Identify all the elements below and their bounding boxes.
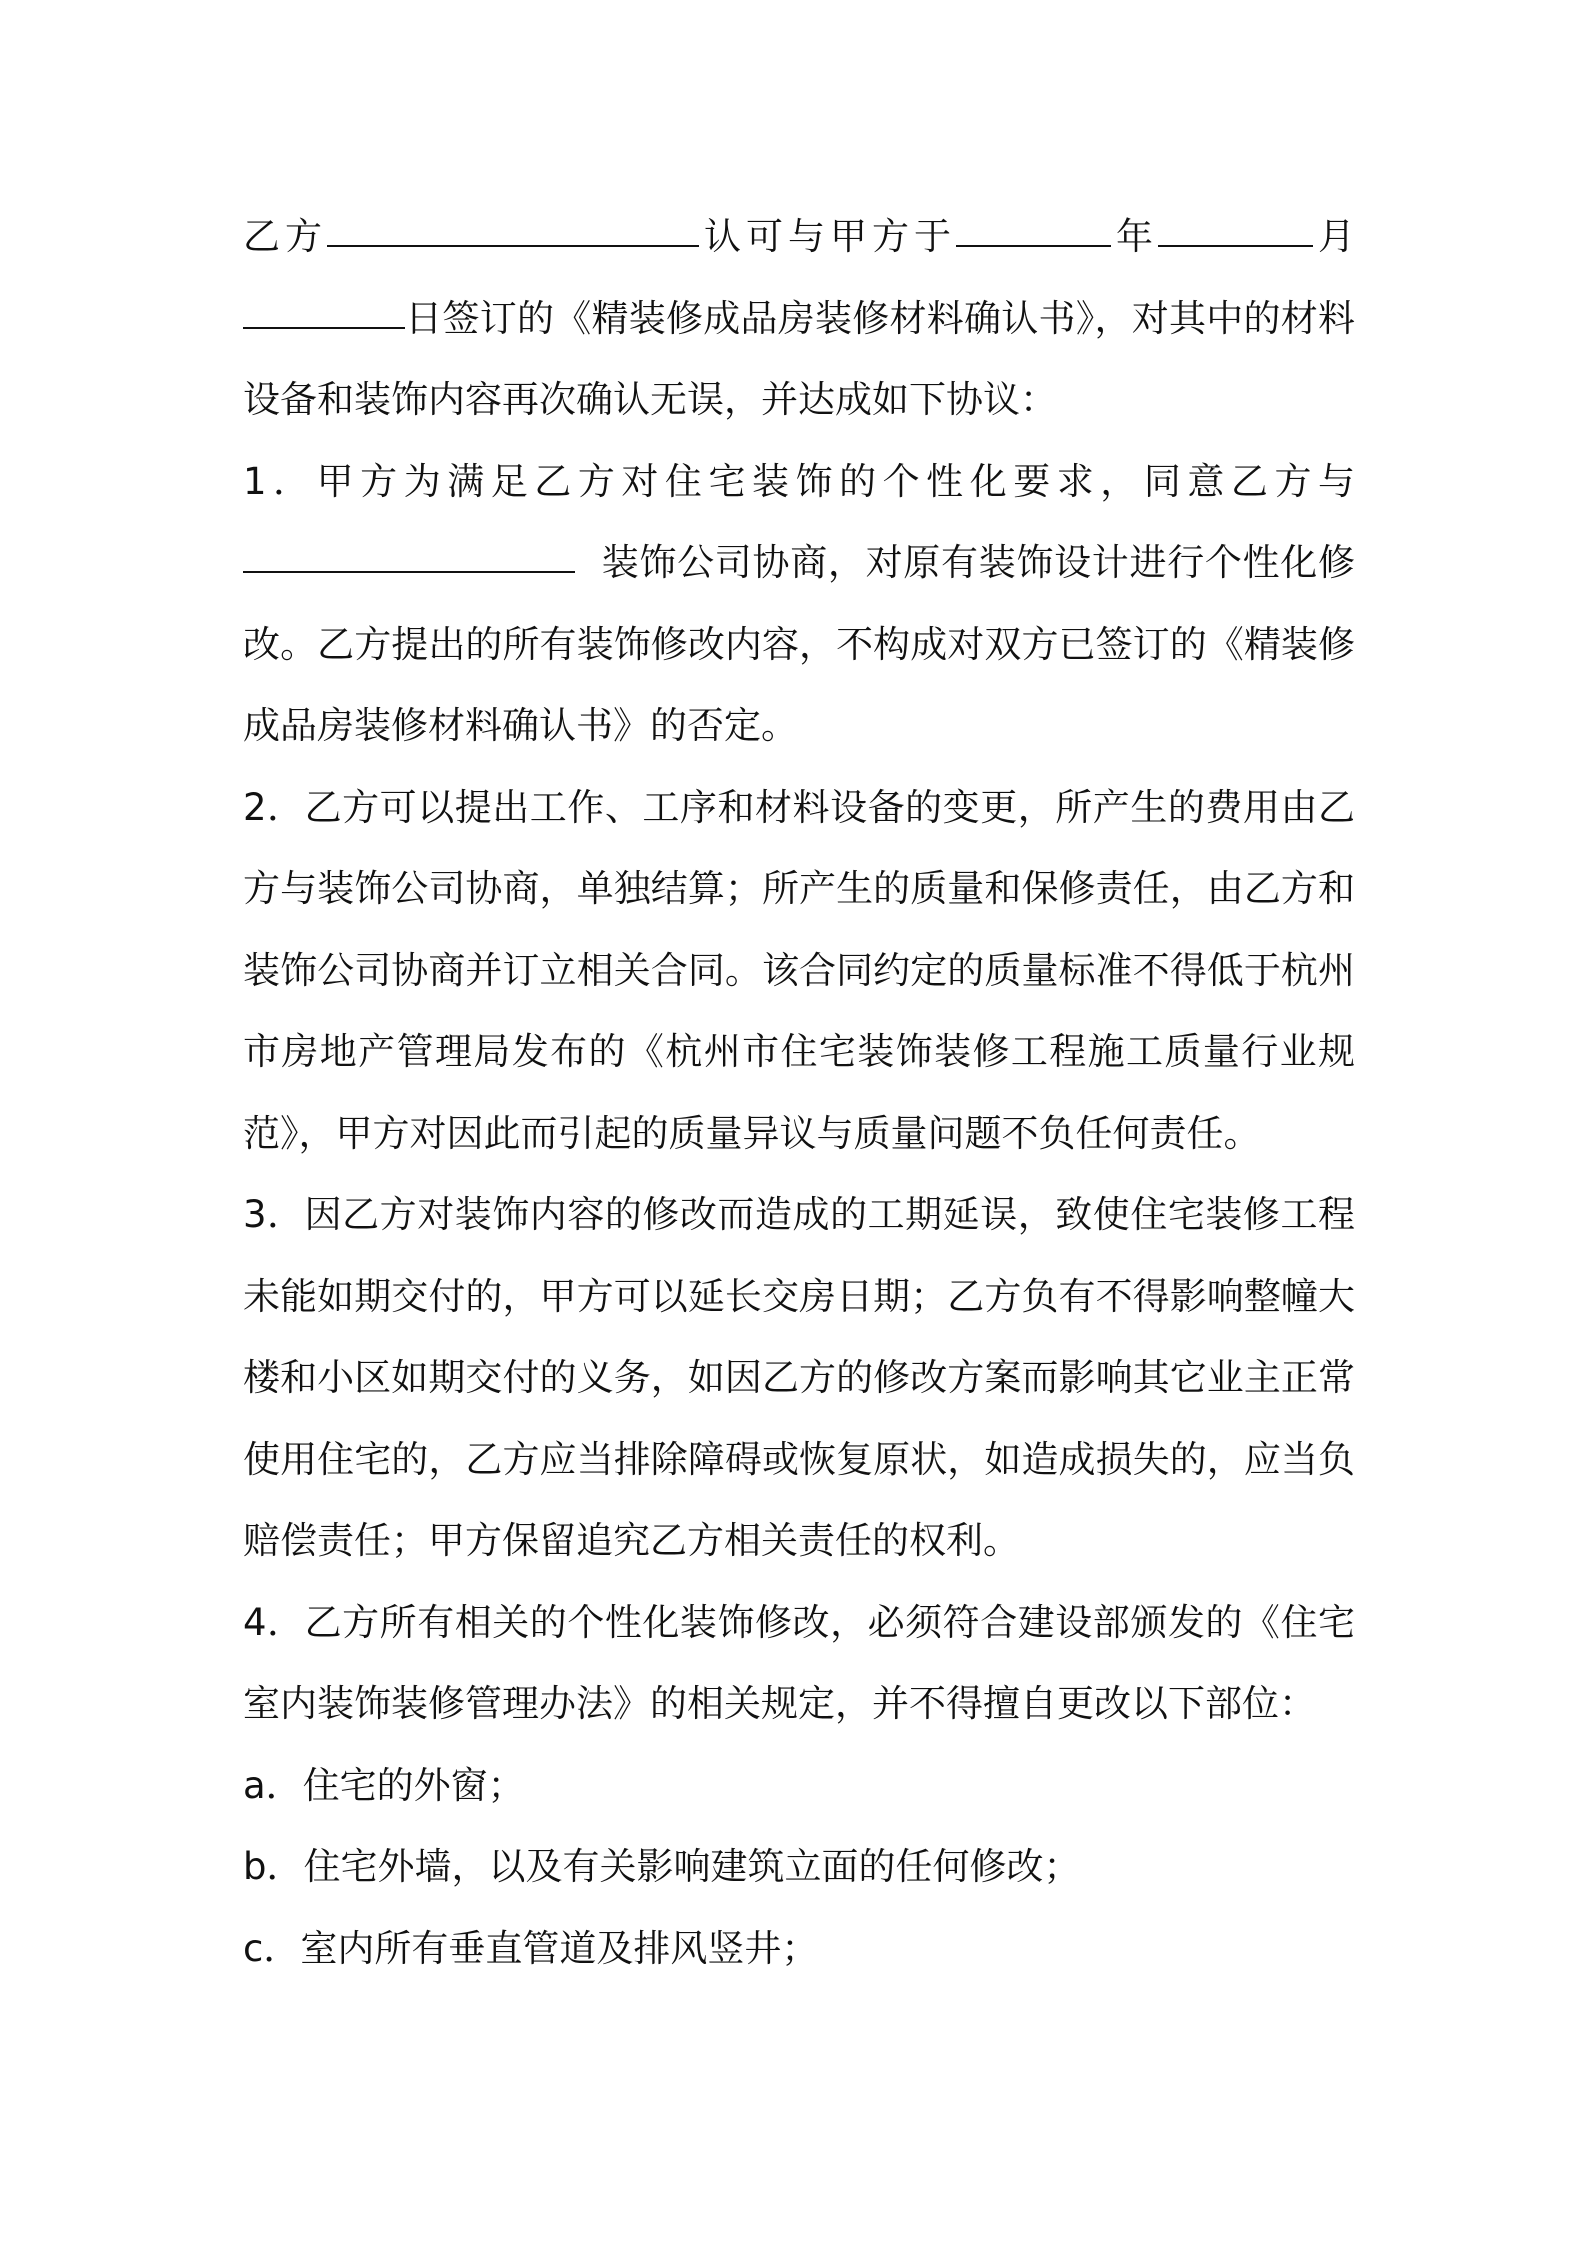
clause-4-item-c: c．室内所有垂直管道及排风竖井；	[243, 1926, 819, 1970]
clause-3-line-2: 未能如期交付的，甲方可以延长交房日期；乙方负有不得影响整幢大	[243, 1274, 1355, 1318]
month-label: 月	[1313, 215, 1355, 258]
acknowledge-text: 认可与甲方于	[699, 215, 956, 258]
year-blank[interactable]	[956, 244, 1111, 247]
clause-4-line-1: 4．乙方所有相关的个性化装饰修改，必须符合建设部颁发的《住宅	[243, 1600, 1355, 1644]
party-b-name-blank[interactable]	[327, 244, 699, 247]
clause-3-line-4: 使用住宅的，乙方应当排除障碍或恢复原状，如造成损失的，应当负	[243, 1437, 1355, 1481]
clause-3-line-5: 赔偿责任；甲方保留追究乙方相关责任的权利。	[243, 1519, 1020, 1562]
document-body	[243, 196, 1355, 1989]
decoration-company-blank[interactable]	[243, 570, 575, 573]
decoration-company-text: 装饰公司协商，对原有装饰设计进行个性化修	[601, 541, 1355, 584]
clause-1-line-4: 成品房装修材料确认书》的否定。	[243, 704, 798, 747]
clause-3-line-3: 楼和小区如期交付的义务，如因乙方的修改方案而影响其它业主正常	[243, 1356, 1355, 1399]
agreement-line-1	[243, 196, 1355, 278]
clause-1-line-1: 1．甲方为满足乙方对住宅装饰的个性化要求，同意乙方与	[243, 459, 1355, 503]
month-blank[interactable]	[1158, 244, 1313, 247]
day-blank[interactable]	[243, 326, 405, 329]
clause-1-line-2	[243, 522, 1355, 604]
clause-3-line-1: 3．因乙方对装饰内容的修改而造成的工期延误，致使住宅装修工程	[243, 1193, 1355, 1236]
clause-4-item-b: b．住宅外墙，以及有关影响建筑立面的任何修改；	[243, 1845, 1081, 1888]
signed-text: 日签订的《精装修成品房装修材料确认书》，对其中的材料	[405, 296, 1355, 340]
year-label: 年	[1111, 215, 1158, 258]
agreement-line-2	[243, 278, 1355, 360]
clause-1-line-3: 改。乙方提出的所有装饰修改内容，不构成对双方已签订的《精装修	[243, 622, 1355, 666]
clause-4-line-2: 室内装饰装修管理办法》的相关规定，并不得擅自更改以下部位：	[243, 1682, 1316, 1725]
clause-2-line-3: 装饰公司协商并订立相关合同。该合同约定的质量标准不得低于杭州	[243, 948, 1355, 992]
clause-2-line-4: 市房地产管理局发布的《杭州市住宅装饰装修工程施工质量行业规	[243, 1030, 1355, 1073]
agreement-line-3: 设备和装饰内容再次确认无误，并达成如下协议：	[243, 378, 1057, 421]
clause-2-line-5: 范》，甲方对因此而引起的质量异议与质量问题不负任何责任。	[243, 1111, 1261, 1155]
clause-2-line-2: 方与装饰公司协商，单独结算；所产生的质量和保修责任，由乙方和	[243, 867, 1355, 910]
clause-4-item-a: a．住宅的外窗；	[243, 1763, 525, 1807]
party-b-label: 乙方	[243, 215, 327, 258]
clause-2-line-1: 2．乙方可以提出工作、工序和材料设备的变更，所产生的费用由乙	[243, 785, 1355, 829]
